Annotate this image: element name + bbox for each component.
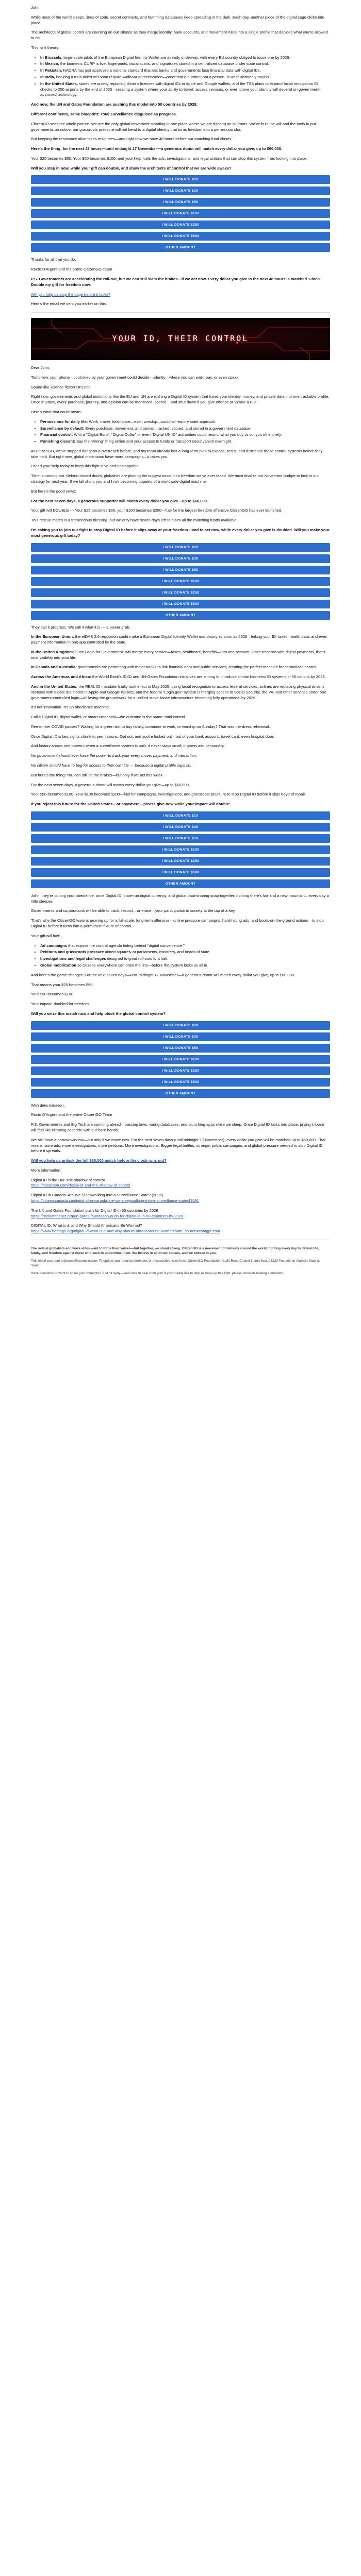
covid-paragraph: Remember COVID passes? Waiting for a green tick to buy family, commute to work, or worship on Sunday? That was the dress rehearsal. [31, 724, 270, 729]
list-item: • In Pakistan, NADRA has just approved a national standard that lets banks and governments fuse financial data with digital IDs. [40, 68, 330, 74]
not-innovation-line: It's not innovation. It's an obedience machine. [31, 705, 110, 710]
twenty-line: Your $50 becomes $100. [31, 992, 75, 997]
divider [31, 312, 330, 313]
list-item: • Financial control: With a "Digital Euro", "Digital Dollar" or even "Digital UN ID" authorities could restrict what you buy or cut you off entirely. [40, 432, 330, 438]
email-body [31, 0, 330, 1289]
hero-banner-image [31, 318, 330, 360]
donate-100-button[interactable]: I WILL DONATE $100 [31, 577, 330, 586]
list-item: • In Brussels, large-scale pilots of the European Digital Identity Wallet are already underway, with every EU country obliged to issue one by 2026. [40, 55, 330, 61]
ask-paragraph: Will you step in now, while your gift can double, and show the architects of control that we are wide awake? [31, 165, 232, 171]
signature: Rocío D'Argent and the entire CitizenGO Team [31, 267, 112, 272]
signoff-section [31, 257, 330, 307]
list-item: • Ad campaigns that expose the control agenda hiding behind "digital convenience." [40, 943, 330, 949]
game-changer-paragraph: And here's the game-changer: For the next seven days—until midnight 17 November—a generous donor will match every dollar you give, up to $60,000. [31, 972, 296, 977]
reference-link[interactable]: https://www.heritage.org/digital-id-what-is-it-and-why-should-americans-be-worried?utm_source=chatgpt.com [31, 1229, 220, 1234]
list-item: • Investigations and legal challenges designed to grind roll-outs to a halt. [40, 956, 330, 962]
donate-500-button[interactable]: I WILL DONATE $500 [31, 232, 330, 241]
ps-link[interactable]: Will you help us stop the cage before it locks? [31, 292, 111, 297]
good-news-line: But here's the good news: [31, 488, 76, 494]
ps-paragraph: P.S. Governments are accelerating the roll-out, but we can still slam the brakes—if we act now. Every dollar you give in the next 48 hours is matched 1-for-1. Double my gift for freedom now. [31, 276, 321, 287]
ask-paragraph-3: If you reject this future for the United States—or anywhere—please give now while your impact will double: [31, 802, 231, 807]
plan-item: In the European Union: the eIDAS 2.0 regulation could make a European Digital Identity Wallet mandatory as soon as 2026—linking your ID, taxes, health data, and even payment information in one app controlled by the state. [31, 634, 327, 645]
reference-item: Digital ID in Canada: Are We Sleepwalking Into a Surveillance State? (2025) https://citizen.canada.ca/digital-id-in-canada-are-we-sleepwalking-into-a-surveillance-state/43591 [31, 1193, 199, 1203]
donate-30-button[interactable]: I WILL DONATE $30 [31, 1032, 330, 1041]
donate-button-group [31, 1021, 330, 1098]
donate-30-button[interactable]: I WILL DONATE $30 [31, 187, 330, 195]
threat-list [31, 55, 330, 98]
info-line: More information: [31, 1167, 62, 1173]
deadline-paragraph: But keeping the resistance alive takes resources—and right now we have 48 hours before our matching fund closes. [31, 137, 233, 142]
architects-paragraph: The architects of global control are counting on our silence as they merge identity, bank accounts, and movement rules into a single profile that decides what you're allowed to do. [31, 30, 328, 41]
donate-10-button[interactable]: I WILL DONATE $10 [31, 811, 330, 820]
fuel-list [31, 943, 330, 969]
forward-line: Here's the email we sent you earlier on this: [31, 301, 107, 307]
donate-250-button[interactable]: I WILL DONATE $250 [31, 588, 330, 597]
cooperate-paragraph: Governments and corporations will be able to track, restrict—or erase—your participation in society at the tap of a key. [31, 908, 236, 913]
ask-paragraph-4: Will you seize this match now and help block the global control system? [31, 1011, 166, 1016]
donate-button-group [31, 811, 330, 888]
donate-other-button[interactable]: OTHER AMOUNT [31, 1089, 330, 1098]
donate-500-button[interactable]: I WILL DONATE $500 [31, 868, 330, 877]
ps-paragraph: P.S. Governments and Big Tech are sprinting ahead—passing laws, wiring databases, and launching apps while we sleep. Once Digital ID locks into place, prying it loose will feel like climbing concrete with our bare hands. [31, 1122, 324, 1132]
reference-item: Digital ID is the UN: The shadow of control https://telegraph.com/digital-id-and-the-shadow-of-control [31, 1177, 130, 1188]
donate-other-button[interactable]: OTHER AMOUNT [31, 243, 330, 252]
doubles-paragraph: Your $25 becomes $50. Your $50 becomes $100, and your help fuels the ads, investigations, and legal actions that can stop this system from locking into place. [31, 156, 308, 161]
ask-paragraph-2: I'm asking you to join our fight to stop Digital ID before it slips away at your freedom—and to act now, while every dollar you give is doubled. Will you make your most generous gift today? [31, 527, 330, 538]
donate-10-button[interactable]: I WILL DONATE $10 [31, 175, 330, 184]
hold-line-paragraph: John, they're cutting your obedience: once Digital ID, state-run digital currency, and global data-sharing snap together, nothing there's fair and a new mountain—every day a little steeper. [31, 893, 329, 904]
list-item: • Permissions for daily life: Work, travel, healthcare—even worship—could all require state approval. [40, 419, 330, 425]
questions-paragraph: Have questions or want to share your thoughts? Just hit reply—we'd love to hear from you! If you'd really like to help us keep up this fight, please consider making a donation. [31, 1272, 284, 1276]
power-grab-section [31, 625, 330, 807]
closing-section [31, 893, 330, 1017]
intro-section [31, 5, 330, 171]
call-it-line: Call it Digital ID, digital wallet, or smart credential—the outcome is the same: total control. [31, 715, 186, 720]
donate-10-button[interactable]: I WILL DONATE $10 [31, 1021, 330, 1030]
list-item: • Petitions and grassroots pressure aimed squarely at parliaments, ministers, and heads of state. [40, 950, 330, 955]
donate-100-button[interactable]: I WILL DONATE $100 [31, 845, 330, 854]
window-paragraph: We still have a narrow window—but only if we move now. For the next seven days (until midnight 17 November), every dollar you give will be matched up to $60,000. That means more ads, more investigations, more petitions. More investigations. Bigger legal battles, stronger public campaigns, and global pressure needed to stop Digital ID before it spreads. [31, 1137, 326, 1154]
fiction-paragraph: Sound like science fiction? It's not: [31, 384, 91, 389]
donate-500-button[interactable]: I WILL DONATE $500 [31, 1078, 330, 1087]
plan-item: In Canada and Australia: governments are partnering with major banks to link financial data and public services, creating the perfect machine for centralized control. [31, 665, 318, 670]
donate-50-button[interactable]: I WILL DONATE $50 [31, 566, 330, 574]
donate-250-button[interactable]: I WILL DONATE $250 [31, 857, 330, 866]
donate-100-button[interactable]: I WILL DONATE $100 [31, 209, 330, 218]
list-item: • In the United States, states are quietly replacing driver's licenses with digital IDs in Apple and Google wallets, and the TSA plans to expand facial recognition ID checks to 200 airports by the end of 2025—creating a system where your ability to travel, access services, or even prove your identity will depend on government-approved technology. [40, 81, 330, 98]
rescue-paragraph: This rescue match is a tremendous blessing, but we only have seven days left to claim all the matching funds available. [31, 518, 238, 523]
gift-will-line: Your gift will fuel: [31, 933, 60, 938]
donate-other-button[interactable]: OTHER AMOUNT [31, 879, 330, 888]
donate-50-button[interactable]: I WILL DONATE $50 [31, 834, 330, 843]
reference-link[interactable]: https://reclaimthenet.org/un-gates-foundation-push-for-digital-id-in-50-countries-by-2028 [31, 1213, 184, 1218]
rights-paragraph: Once Digital ID is law, rights shrink to permissions. Opt out, and you're locked out—out of your bank account, travel card, even hospital door. [31, 734, 274, 739]
earlier-email-section [31, 365, 330, 538]
becomes-paragraph: Your $50 becomes $100. Your $100 becomes $200—fuel for campaigns, investigations, and grassroots pressure to stop Digital ID before it slips beyond repair. [31, 792, 306, 797]
determination-line: With determination, [31, 1103, 65, 1108]
no-gov-line: No government should ever have the power to track your every move, payment, and interaction. [31, 753, 198, 758]
footer [31, 1246, 330, 1276]
tomorrow-paragraph: Tomorrow, your phone—controlled by your government could decide—silently—where you can walk, pay, or even speak. [31, 375, 240, 380]
reference-item: The UN and Gates Foundation push for Digital ID in 50 countries by 2028 https://reclaimthenet.org/un-gates-foundation-push-for-digital-id-in-50-countries-by-2028 [31, 1208, 184, 1218]
donate-100-button[interactable]: I WILL DONATE $100 [31, 1055, 330, 1064]
dear-line: Dear John, [31, 365, 51, 370]
donate-30-button[interactable]: I WILL DONATE $30 [31, 823, 330, 832]
un-gates-paragraph: And now, the UN and Gates Foundation are pushing this model into 50 countries by 2028. [31, 102, 198, 107]
thanks-line: Thanks for all that you do, [31, 257, 76, 262]
plan-intro: They call it progress. We call it what it is — a power grab. [31, 624, 130, 630]
mission-paragraph: The radical globalists and woke elites want to force their values—but together, we stand strong. CitizenGO is a movement of millions around the world, fighting every day to defend life, family, and freedom against those who seek to undermine them. We believe in all of our causes, and we believe in you. [31, 1246, 319, 1255]
donate-other-button[interactable]: OTHER AMOUNT [31, 611, 330, 620]
donate-30-button[interactable]: I WILL DONATE $30 [31, 554, 330, 563]
seven-paragraph: For the next seven days, a generous donor will match every dollar you give—up to $60,000. [31, 782, 190, 787]
ps-link[interactable]: Will you help us unlock the full $60,000 match before the clock runs out? [31, 1158, 167, 1163]
plan-item: And in the United States: the REAL ID mandate finally took effect in May 2025, using facial recognition to access federal services, airlines are replacing physical driver's licenses with digital IDs stored in Apple and Google Wallets, and the federal "Login.gov" system is merging access to Social Security, the VA, and other services under one government-controlled login—all laying the groundwork for a unified surveillance infrastructure becoming fully operational by 2026. [31, 684, 326, 700]
list-item: • Global mobilization so citizens everywhere can draw the line—before the system locks us all in. [40, 963, 330, 969]
gift-doubled-paragraph: Your gift will DOUBLE — Your $25 becomes $50, your $100 becomes $200—fuel for the largest freedom offensive CitizenGO has ever launched. [31, 508, 283, 513]
list-item: • Punishing dissent: Say the "wrong" thing online and your access to funds or transport could vanish overnight. [40, 439, 330, 445]
donate-50-button[interactable]: I WILL DONATE $50 [31, 198, 330, 207]
plan-item: Across the Americas and Africa: the World Bank's ID4D and UN-Gates Foundation initiatives are aiming to introduce similar biometric ID systems in 50 nations by 2028. [31, 674, 326, 680]
reference-link[interactable]: https://citizen.canada.ca/digital-id-in-canada-are-we-sleepwalking-into-a-surveillance-state/43591 [31, 1198, 199, 1203]
reference-link[interactable]: https://telegraph.com/digital-id-and-the-shadow-of-control [31, 1183, 130, 1188]
list-item: • In India, booking a train ticket will soon require Aadhaar authentication—proof that a number, not a person, is what ultimately travels. [40, 75, 330, 80]
truth-paragraph: But here's the thing: You can still hit the brakes—but only if we act this week. [31, 772, 164, 777]
final-signoff-section [31, 1103, 330, 1174]
donate-10-button[interactable]: I WILL DONATE $10 [31, 543, 330, 552]
reference-item: DIGITAL ID: What is it, and Why Should Americans Be Worried? https://www.heritage.org/digital-id-what-is-it-and-why-should-americans-be-worried?utm_source=chatgpt.com [31, 1223, 220, 1234]
banner-title: YOUR ID, THEIR CONTROL [112, 334, 249, 344]
running-out-paragraph: Time is running out. Behind closed doors, globalists are plotting the biggest assault on freedom we've ever faced. We must finalize our November budget to lock in our strategy for next year. If we fall short, you and I risk becoming puppets of a worldwide digital machine. [31, 473, 319, 484]
list-item: • In Mexico, the biometric CURP is live, fingerprints, facial scans, and signatures stored in a centralized database under state control. [40, 61, 330, 67]
references-section [31, 1178, 330, 1234]
citizengo-paragraph: At CitizenGO, we've stopped dangerous overreach before, and my team already has a long-term plan to expose, resist, and dismantle these control systems before they take hold. But right now, global institutions have more campaigns—it takes you. [31, 448, 323, 459]
donate-button-group [31, 543, 330, 620]
match-paragraph: Here's the thing: for the next 48 hours—until midnight 17 November—a generous donor will match every dollar you give, up to $60,000. [31, 146, 283, 151]
theory-line: This isn't theory: [31, 45, 60, 50]
fight-paragraph: I need your help today to keep this fight alive and unstoppable. [31, 464, 140, 469]
unsubscribe-paragraph: This email was sent to jbrown@example.com. To update your email preferences or unsubscribe, click here. CitizenGO Foundation, Calle Rosa Chacel 1, 2nd floor, 28223 Pozuelo de Alarcón, Madrid, Spain. [31, 1259, 320, 1268]
donate-250-button[interactable]: I WILL DONATE $250 [31, 221, 330, 229]
no-citizen-line: No citizen should have to beg for access to their own life — because a digital profile says so. [31, 763, 192, 768]
history-paragraph: And history shows one pattern: when a surveillance system is built, it never stays small; it grows into censorship. [31, 743, 226, 749]
one-place-paragraph: CitizenGO sees the whole picture. We are the only global movement standing in one place where we are fighting on all fronts. We've built the will and the tools to put governments on notice: our grassroots pressure will not bend to a digital identity that turns freedom into a permission slip. [31, 121, 316, 132]
means-line: That means your $25 becomes $50. [31, 982, 94, 987]
list-item: • Surveillance by default: Every purchase, movement, and opinion tracked, scored, and stored in a government database. [40, 426, 330, 432]
continents-paragraph: Different continents, same blueprint: Total surveillance disguised as progress. [31, 111, 177, 116]
signature: Rocío D'Argent and the entire CitizenGO Team [31, 1112, 112, 1117]
greeting: John, [31, 5, 41, 10]
impact-line: Your impact: doubled for freedom. [31, 1002, 90, 1007]
rolling-paragraph: Right now, governments and global institutions like the EU and UN are rushing a Digital ID system that fuses your identity, money, and private data into one trackable profile. Once in place, every purchase, journey, and opinion can be monitored, scored... and shut down if you give offense or violate a rule. [31, 394, 330, 405]
donate-button-group [31, 175, 330, 252]
here-line: Here's what that could mean: [31, 410, 82, 414]
donate-50-button[interactable]: I WILL DONATE $50 [31, 1044, 330, 1053]
donate-500-button[interactable]: I WILL DONATE $500 [31, 600, 330, 608]
plan-item: In the United Kingdom: "One Login for Government" will merge every service—taxes, healthcare, benefits—into one account. Once tethered with digital payments, that's total visibility into your life. [31, 649, 325, 660]
days-paragraph: For the next seven days, a generous supporter will match every dollar you give—up to $60,000. [31, 498, 208, 503]
consequence-list [31, 419, 330, 445]
why-paragraph: That's why the CitizenGO team is gearing up for a full-scale, long-term offensive—online pressure campaigns, hard-hitting ads, and boots-on-the-ground actions—to stop Digital ID before it turns into a permanent fixture of control. [31, 918, 324, 929]
intro-paragraph: While most of the world sleeps, lines of code, secret contracts, and humming databases keep spreading in the dark. Each day, another piece of the digital cage clicks into place. [31, 14, 324, 25]
donate-250-button[interactable]: I WILL DONATE $250 [31, 1066, 330, 1075]
